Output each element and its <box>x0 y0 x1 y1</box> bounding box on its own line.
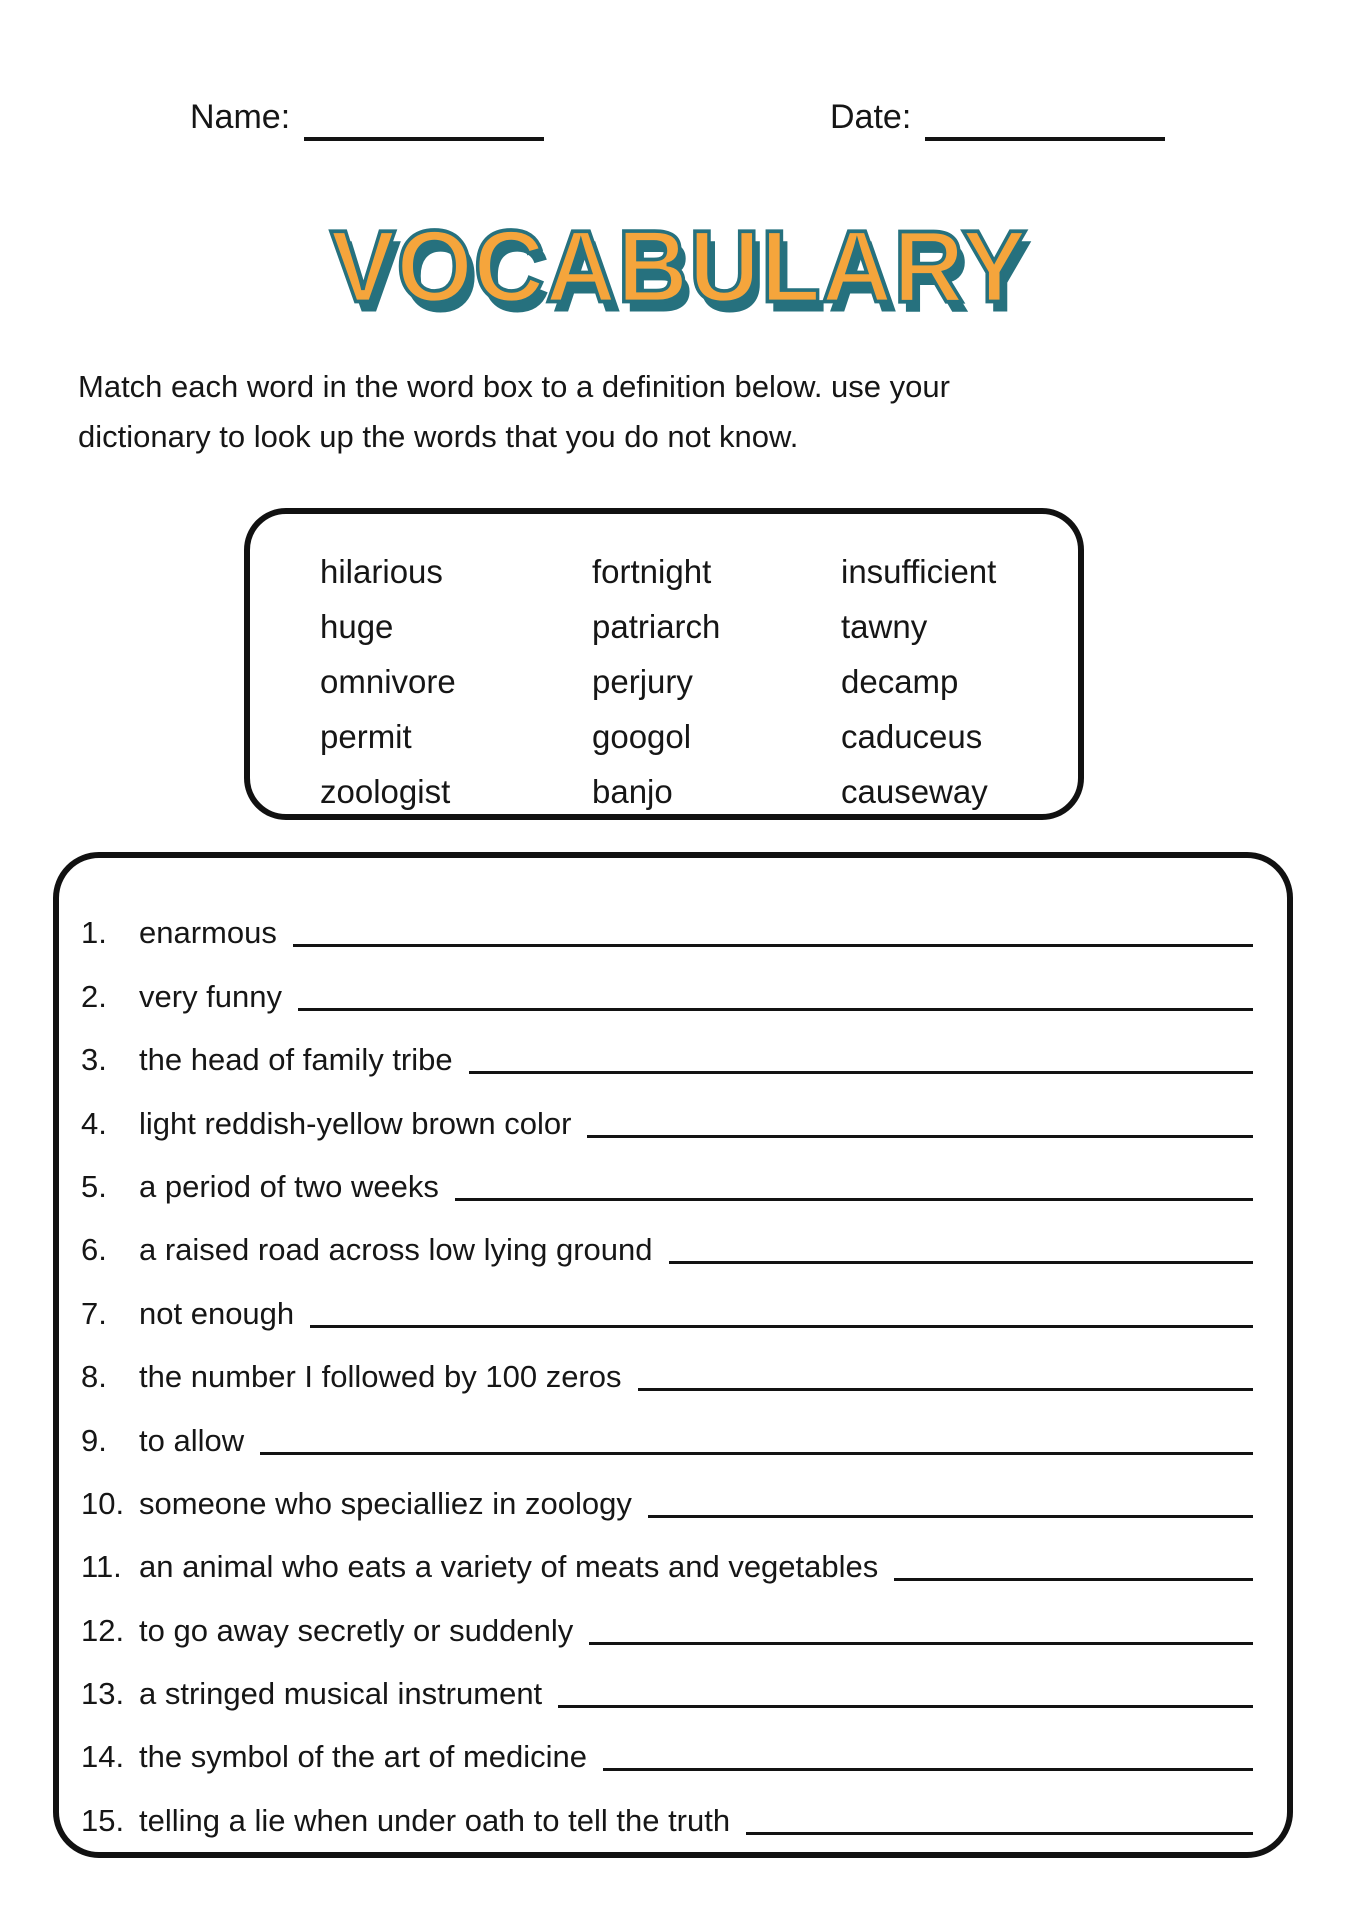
definition-number: 15. <box>81 1802 125 1838</box>
name-label: Name: <box>190 98 291 136</box>
definition-number: 8. <box>81 1359 107 1395</box>
definition-row <box>81 1524 1257 1587</box>
word-box-word: omnivore <box>320 663 456 700</box>
definition-row <box>81 1017 1257 1080</box>
word-box-word: permit <box>320 718 412 755</box>
answer-blank-line <box>469 1071 1253 1074</box>
definition-number: 4. <box>81 1105 107 1141</box>
word-box-word: banjo <box>592 773 673 810</box>
answer-blank-line <box>746 1832 1253 1835</box>
instructions-line-2: dictionary to look up the words that you do not know. <box>78 419 799 454</box>
definition-row <box>81 1651 1257 1714</box>
page-title: VOCABULARY <box>330 208 1028 324</box>
definition-text: not enough <box>139 1295 295 1331</box>
answer-blank-line <box>298 1008 1253 1011</box>
definition-number: 1. <box>81 915 107 951</box>
definition-number: 7. <box>81 1295 107 1331</box>
definition-number: 11. <box>81 1549 122 1585</box>
word-box-word: zoologist <box>320 773 451 810</box>
answer-blank-line <box>638 1388 1254 1391</box>
definition-row <box>81 1334 1257 1397</box>
answer-blank-line <box>894 1578 1253 1581</box>
definition-row <box>81 1144 1257 1207</box>
word-box-column-1 <box>320 544 592 814</box>
answer-blank-line <box>603 1768 1253 1771</box>
answer-blank-line <box>293 944 1253 947</box>
word-box-column-3 <box>841 544 1068 814</box>
definitions-box <box>53 852 1293 1858</box>
definition-row <box>81 1461 1257 1524</box>
date-field <box>830 98 1165 137</box>
definition-text: light reddish-yellow brown color <box>139 1105 572 1141</box>
word-box-column-2 <box>592 544 841 814</box>
definition-text: the symbol of the art of medicine <box>139 1739 588 1775</box>
answer-blank-line <box>260 1452 1253 1455</box>
definition-number: 10. <box>81 1485 125 1521</box>
definition-row <box>81 1777 1257 1840</box>
date-blank-line <box>925 137 1165 141</box>
definition-number: 2. <box>81 978 107 1014</box>
definition-text: very funny <box>139 978 283 1014</box>
word-box-word: tawny <box>841 608 928 645</box>
definition-text: a period of two weeks <box>139 1168 439 1204</box>
word-box-word: insufficient <box>841 553 997 590</box>
word-box-word: fortnight <box>592 553 712 590</box>
word-box <box>244 508 1084 820</box>
definition-text: enarmous <box>139 915 277 951</box>
answer-blank-line <box>648 1515 1253 1518</box>
answer-blank-line <box>455 1198 1253 1201</box>
definition-text: telling a lie when under oath to tell the truth <box>139 1802 731 1838</box>
answer-blank-line <box>589 1642 1253 1645</box>
answer-blank-line <box>587 1135 1253 1138</box>
definition-text: someone who specialliez in zoology <box>139 1485 632 1521</box>
definition-number: 9. <box>81 1422 107 1458</box>
instructions <box>78 362 1198 462</box>
definition-number: 14. <box>81 1739 125 1775</box>
definition-number: 3. <box>81 1042 107 1078</box>
definition-row <box>81 1080 1257 1143</box>
definition-text: to go away secretly or suddenly <box>139 1612 574 1648</box>
definition-number: 6. <box>81 1232 107 1268</box>
definition-row <box>81 1587 1257 1650</box>
definition-text: a stringed musical instrument <box>139 1676 543 1712</box>
definition-text: the number I followed by 100 zeros <box>139 1359 622 1395</box>
definition-row <box>81 953 1257 1016</box>
definition-row <box>81 1207 1257 1270</box>
word-box-word: googol <box>592 718 692 755</box>
definition-number: 13. <box>81 1676 125 1712</box>
definition-row <box>81 1270 1257 1333</box>
word-box-word: decamp <box>841 663 959 700</box>
instructions-line-1: Match each word in the word box to a definition below. use your <box>78 369 950 404</box>
word-box-word: hilarious <box>320 553 443 590</box>
word-box-word: causeway <box>841 773 988 810</box>
definition-text: the head of family tribe <box>139 1042 453 1078</box>
definition-number: 12. <box>81 1612 125 1648</box>
definition-text: an animal who eats a variety of meats and vegetables <box>139 1549 879 1585</box>
word-box-word: caduceus <box>841 718 983 755</box>
answer-blank-line <box>669 1261 1254 1264</box>
name-blank-line <box>304 137 544 141</box>
definitions-list <box>81 890 1257 1841</box>
definition-row <box>81 1714 1257 1777</box>
word-box-word: patriarch <box>592 608 721 645</box>
date-label: Date: <box>830 98 912 136</box>
definition-number: 5. <box>81 1168 107 1204</box>
definition-text: to allow <box>139 1422 245 1458</box>
answer-blank-line <box>310 1325 1253 1328</box>
definition-row <box>81 890 1257 953</box>
name-field <box>190 98 544 137</box>
word-box-word: perjury <box>592 663 693 700</box>
answer-blank-line <box>558 1705 1253 1708</box>
word-box-word: huge <box>320 608 394 645</box>
definition-text: a raised road across low lying ground <box>139 1232 653 1268</box>
definition-row <box>81 1397 1257 1460</box>
